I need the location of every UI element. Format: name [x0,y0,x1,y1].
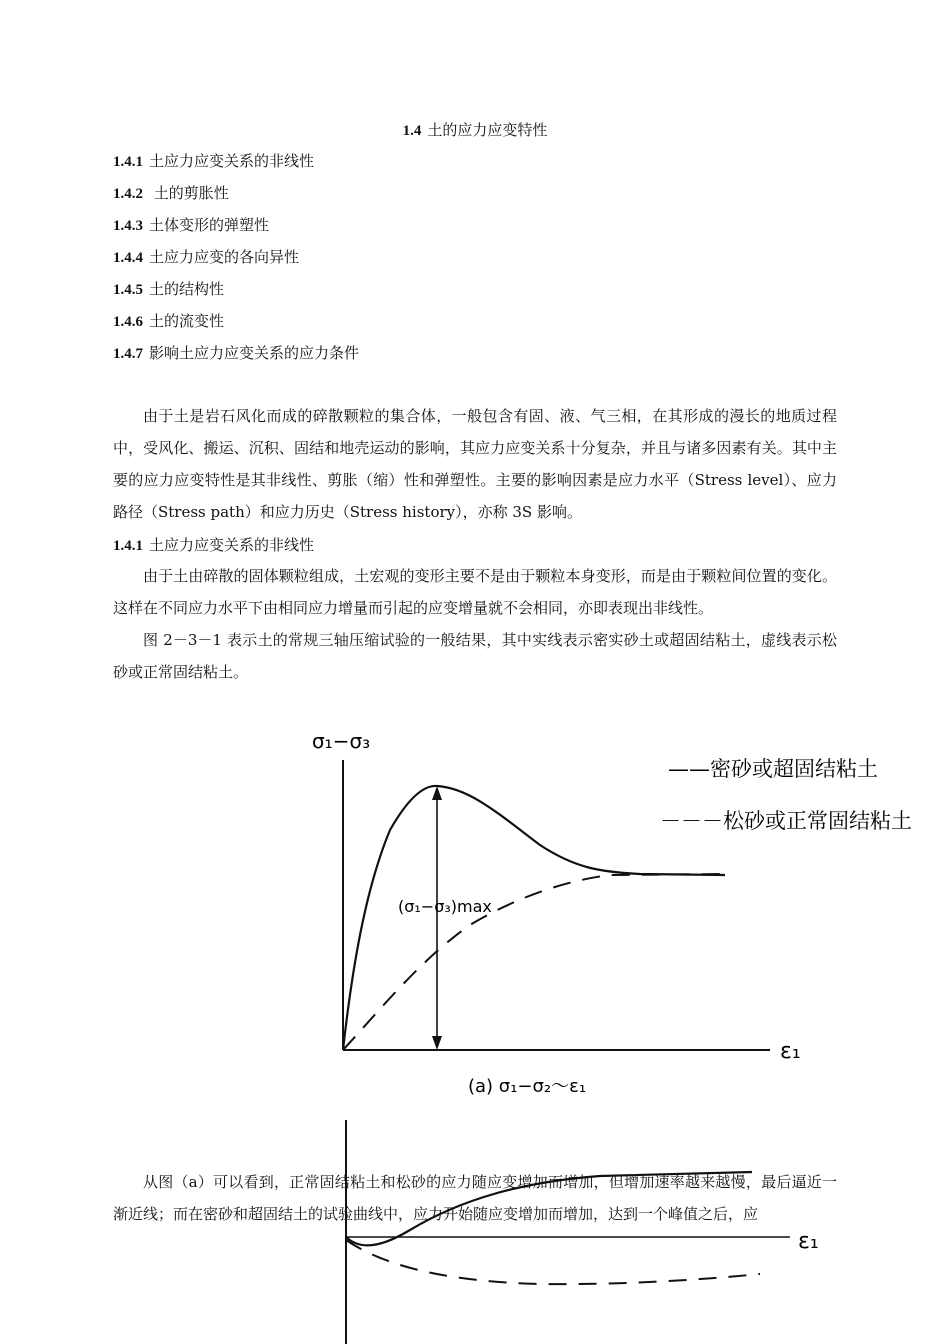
toc-item-number: 1.4.4 [113,250,143,266]
toc-item-text: 影响土应力应变关系的应力条件 [149,344,360,362]
section-title [0,119,950,140]
subsection-number: 1.4.1 [113,538,143,554]
toc-item-number: 1.4.3 [113,218,143,234]
table-of-contents [113,150,843,374]
analysis-paragraph: 从图（a）可以看到，正常固结粘土和松砂的应力随应变增加而增加，但增加速率越来越慢，最后逼近一渐近线；而在密砂和超固结土的试验曲线中，应力开始随应变增加而增加，达到一个峰值之后，应 [113,1173,837,1223]
legend-solid: ——密砂或超固结粘土 [668,757,878,781]
toc-item-text: 土的流变性 [149,312,225,330]
section-title-text: 土的应力应变特性 [427,121,548,139]
intro-paragraph: 由于土是岩石风化而成的碎散颗粒的集合体，一般包含有固、液、气三相，在其形成的漫长的地质过程中，受风化、搬运、沉积、固结和地壳运动的影响，其应力应变关系十分复杂，并且与诸多因素有关。其中主要的应力应变特性是其非线性、剪胀（缩）性和弹塑性。主要的影响因素是应力水平（Stress level）、应力路径（Stress path）和应力历史（Stress history），亦称 3S 影响。 [113,407,837,521]
toc-item [113,246,843,278]
nonlinearity-paragraph: 由于土由碎散的固体颗粒组成，土宏观的变形主要不是由于颗粒本身变形，而是由于颗粒间位置的变化。这样在不同应力水平下由相同应力增量而引起的应变增量就不会相同，亦即表现出非线性。 [113,567,837,617]
toc-item-number: 1.4.2 [113,186,143,202]
toc-item [113,150,843,182]
toc-item-text: 土的剪胀性 [149,184,229,202]
toc-item-number: 1.4.6 [113,314,143,330]
toc-item-text: 土的结构性 [149,280,225,298]
peak-label: (σ₁−σ₃)max [398,897,492,916]
section-title-number: 1.4 [402,123,422,139]
toc-item-text: 土应力应变的各向异性 [149,248,300,266]
toc-item-number: 1.4.1 [113,154,143,170]
arrow-head-up [432,786,442,800]
figure-caption: (a) σ₁−σ₂～ε₁ [468,1076,587,1097]
figure-a-stress-strain [0,690,950,1110]
toc-item-text: 土体变形的弹塑性 [149,216,270,234]
toc-item [113,342,843,374]
arrow-head-down [432,1036,442,1050]
x-axis-label-b: ε₁ [798,1229,819,1254]
toc-item-number: 1.4.5 [113,282,143,298]
toc-item-text: 土应力应变关系的非线性 [149,152,315,170]
figure-description-paragraph: 图 2－3－1 表示土的常规三轴压缩试验的一般结果，其中实线表示密实砂土或超固结粘土，虚线表示松砂或正常固结粘土。 [113,631,837,681]
x-axis-label: ε₁ [780,1039,801,1064]
y-axis-label: σ₁−σ₃ [312,729,371,753]
toc-item [113,278,843,310]
subsection-text: 土应力应变关系的非线性 [149,536,315,554]
legend-dashed: －－－松砂或正常固结粘土 [660,809,912,833]
toc-item [113,214,843,246]
toc-item-number: 1.4.7 [113,346,143,362]
loose-sand-curve-b [346,1240,760,1284]
subsection-heading [113,534,314,557]
toc-item [113,182,843,214]
toc-item [113,310,843,342]
